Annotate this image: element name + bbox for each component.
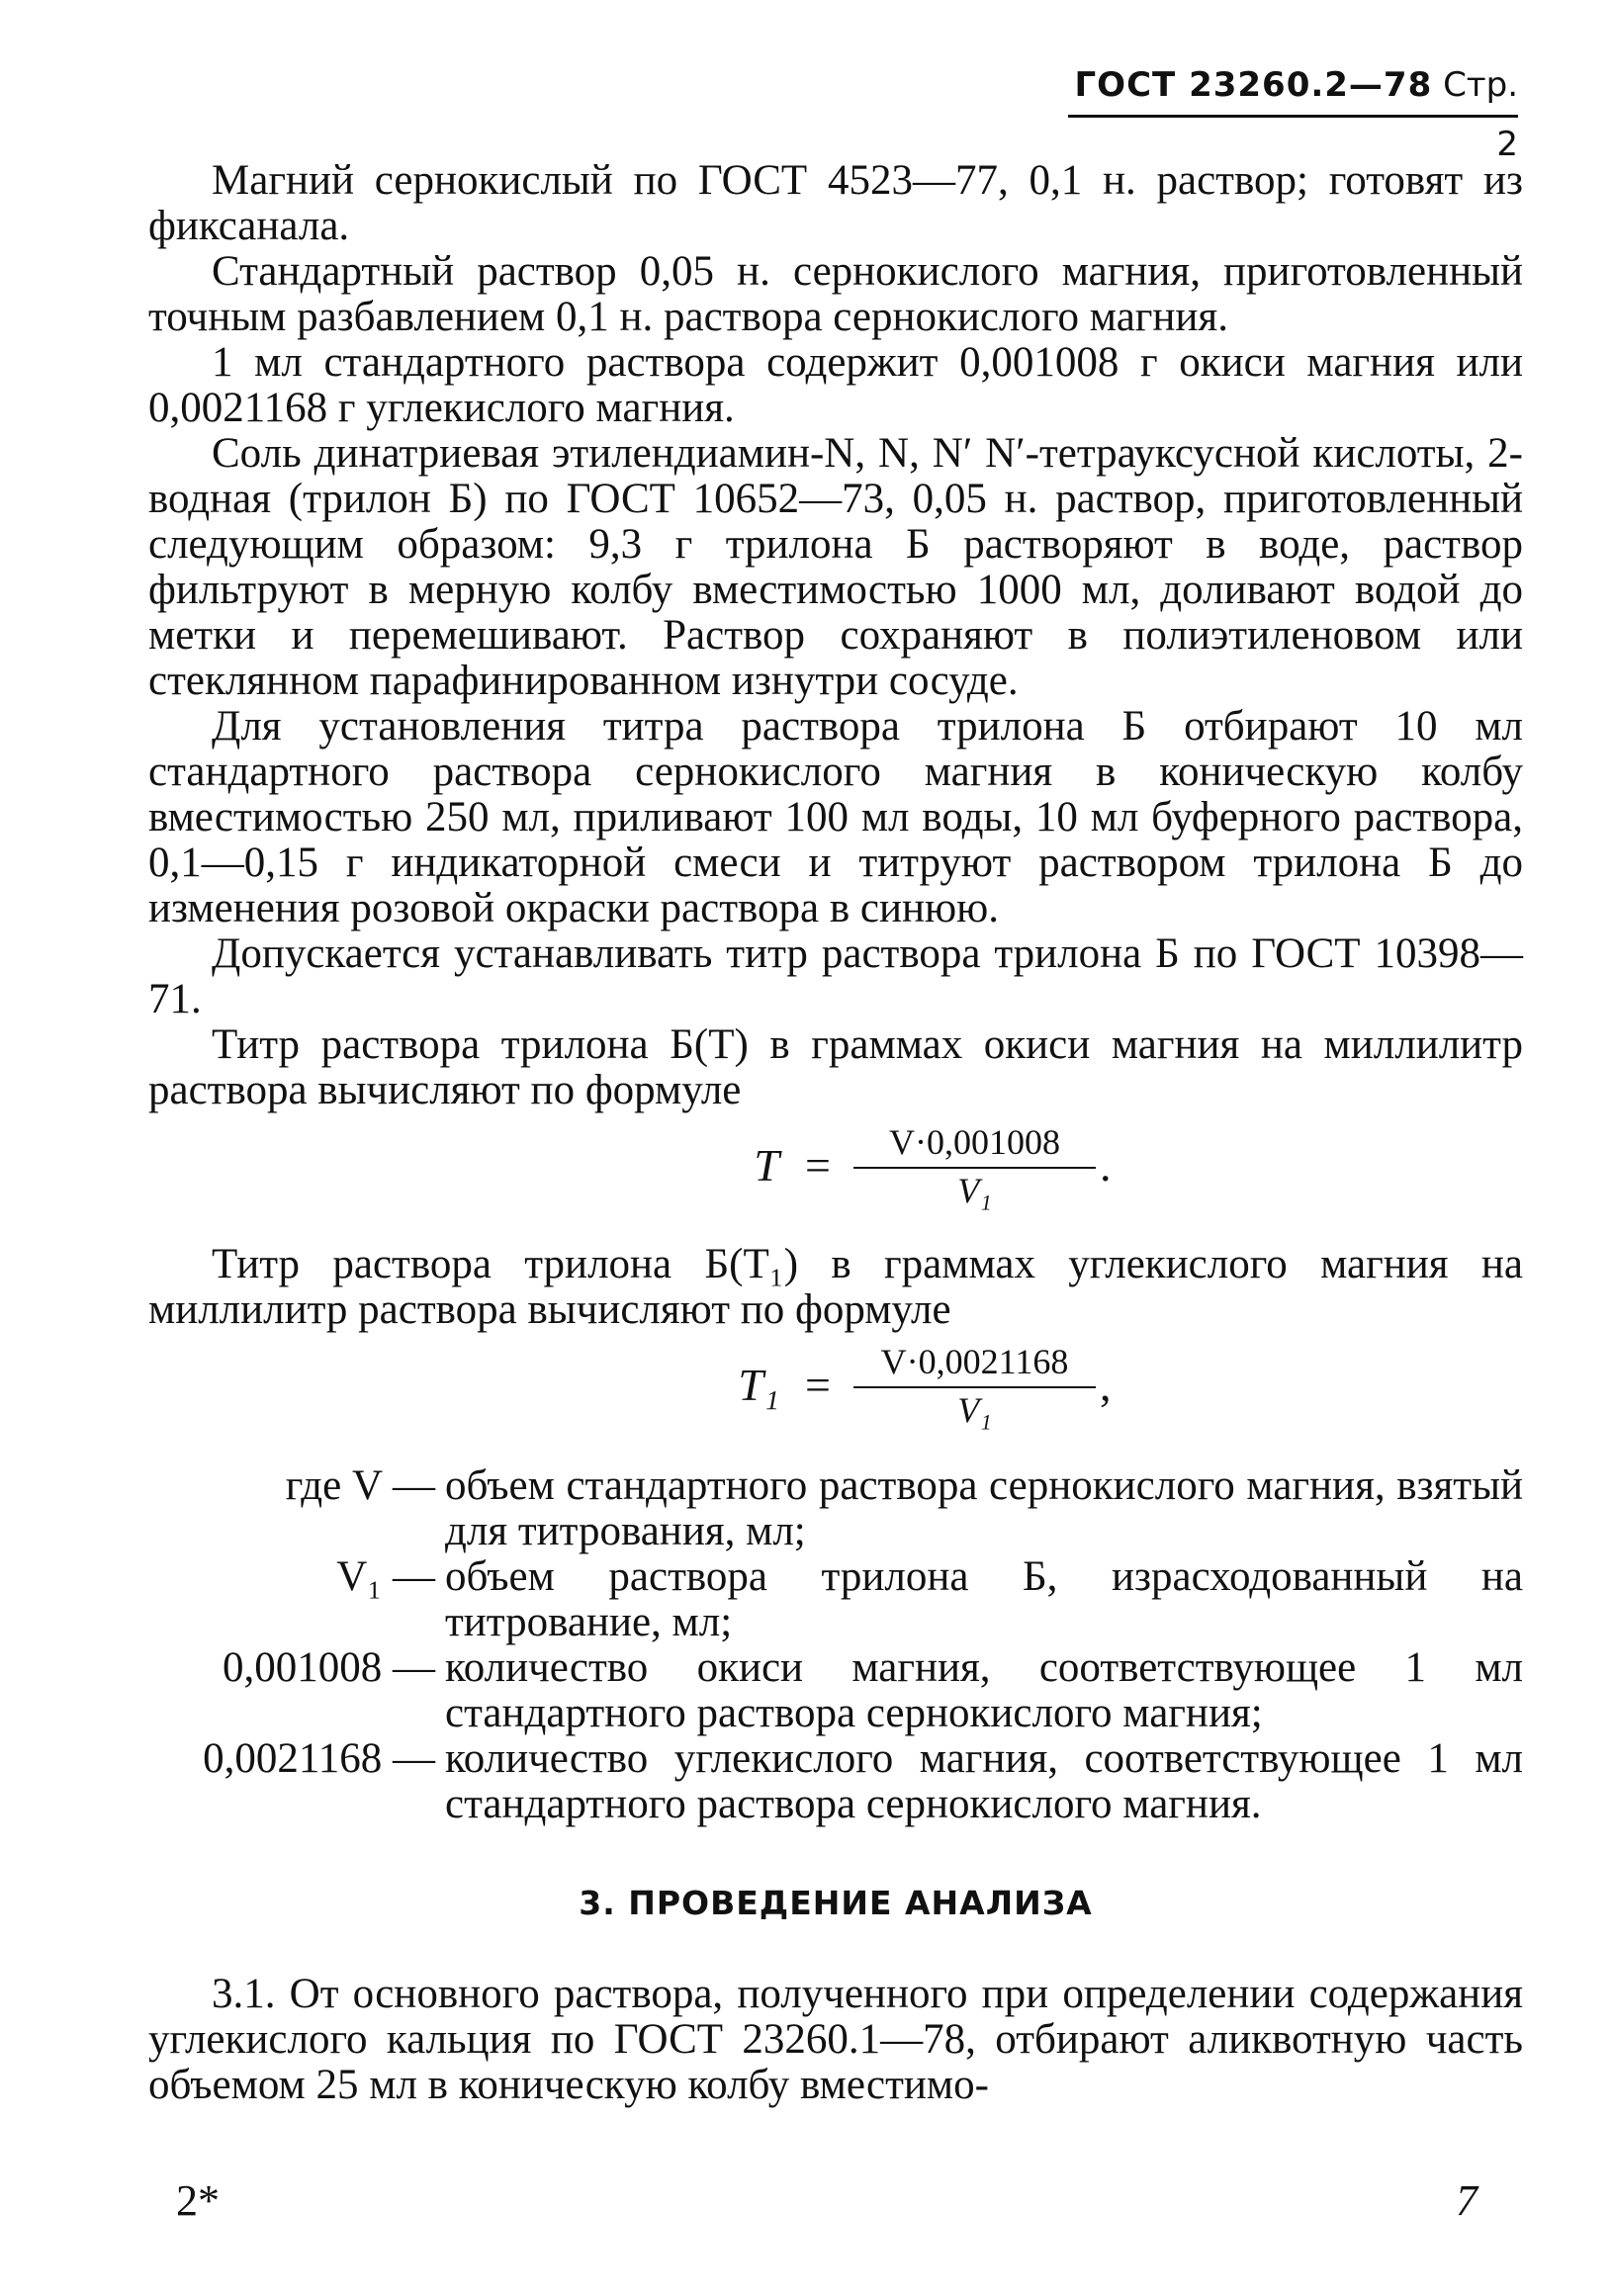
formula-punctuation: , xyxy=(1100,1360,1112,1410)
definition-term: V₁ — xyxy=(336,1553,435,1600)
definitions-list xyxy=(148,1463,1523,1827)
definition-term: 0,001008 — xyxy=(223,1644,435,1691)
formula-lhs: T xyxy=(754,1140,779,1191)
paragraph: Титр раствора трилона Б(T) в граммах окиси магния на миллилитр раствора вычисляют по формуле xyxy=(148,1021,1523,1113)
paragraph: Стандартный раствор 0,05 н. сернокислого магния, приготовленный точным разбавлением 0,1 н. раствора сернокислого магния. xyxy=(148,248,1523,340)
definition-desc: количество углекислого магния, соответствующее 1 мл стандартного раствора сернокислого магния. xyxy=(445,1735,1523,1827)
footer-signature-mark: 2* xyxy=(176,2176,220,2225)
formula-equals: = xyxy=(805,1140,831,1191)
page-number: 7 xyxy=(1456,2176,1478,2225)
formula-denominator: V₁ xyxy=(957,1390,992,1430)
definition-desc: количество окиси магния, соответствующее 1 мл стандартного раствора сернокислого магния; xyxy=(445,1644,1523,1736)
paragraph: Магний сернокислый по ГОСТ 4523—77, 0,1 н. раствор; готовят из фиксанала. xyxy=(148,157,1523,249)
definition-desc: объем раствора трилона Б, израсходованный на титрование, мл; xyxy=(445,1553,1523,1645)
gost-code: ГОСТ 23260.2—78 xyxy=(1074,65,1433,105)
page-header xyxy=(1068,55,1518,164)
formula-titer-mgco3 xyxy=(148,1341,1523,1450)
paragraph: Для установления титра раствора трилона Б отбирают 10 мл стандартного раствора сернокислого магния в коническую колбу вместимостью 250 мл, приливают 100 мл воды, 10 мл буферного раствора, 0,1—0,15 г индикаторной смеси и титруют раствором трилона Б до изменения розовой окраски раствора в синюю. xyxy=(148,703,1523,931)
formula-punctuation: . xyxy=(1100,1140,1112,1191)
formula-fraction xyxy=(853,1121,1096,1212)
definition-term: 0,0021168 — xyxy=(203,1735,435,1782)
paragraph: 1 мл стандартного раствора содержит 0,001008 г окиси магния или 0,0021168 г углекислого магния. xyxy=(148,339,1523,431)
definition-item xyxy=(148,1736,1523,1827)
formula-numerator: V·0,001008 xyxy=(853,1121,1096,1169)
paragraph: Титр раствора трилона Б(T₁) в граммах углекислого магния на миллилитр раствора вычисляют по формуле xyxy=(148,1241,1523,1333)
definition-item xyxy=(148,1463,1523,1554)
paragraph: 3.1. От основного раствора, полученного при определении содержания углекислого кальция по ГОСТ 23260.1—78, отбирают аликвотную часть объемом 25 мл в коническую колбу вместимо- xyxy=(148,1971,1523,2108)
body-text xyxy=(148,158,1523,2108)
paragraph: Допускается устанавливать титр раствора трилона Б по ГОСТ 10398—71. xyxy=(148,930,1523,1022)
definition-item xyxy=(148,1645,1523,1736)
section-title: 3. ПРОВЕДЕНИЕ АНАЛИЗА xyxy=(579,1884,1093,1922)
paragraph: Соль динатриевая этилендиамин-N, N, N′ N′-тетрауксусной кислоты, 2-водная (трилон Б) по ГОСТ 10652—73, 0,05 н. раствор, приготовленный следующим образом: 9,3 г трилона Б растворяют в воде, раствор фильтруют в мерную колбу вместимостью 1000 мл, доливают водой до метки и перемешивают. Раствор сохраняют в полиэтиленовом или стеклянном парафинированном изнутри сосуде. xyxy=(148,430,1523,704)
definition-item xyxy=(148,1554,1523,1645)
formula-fraction xyxy=(853,1341,1096,1432)
formula-equals: = xyxy=(805,1360,831,1410)
formula-titer-mgo xyxy=(148,1121,1523,1230)
definition-desc: объем стандартного раствора сернокислого магния, взятый для титрования, мл; xyxy=(445,1462,1523,1554)
definition-term: где V — xyxy=(285,1462,435,1509)
page-label: Стр. 2 xyxy=(1443,65,1518,164)
formula-lhs: T₁ xyxy=(738,1360,779,1410)
formula-denominator: V₁ xyxy=(957,1171,992,1210)
formula-numerator: V·0,0021168 xyxy=(853,1341,1096,1388)
